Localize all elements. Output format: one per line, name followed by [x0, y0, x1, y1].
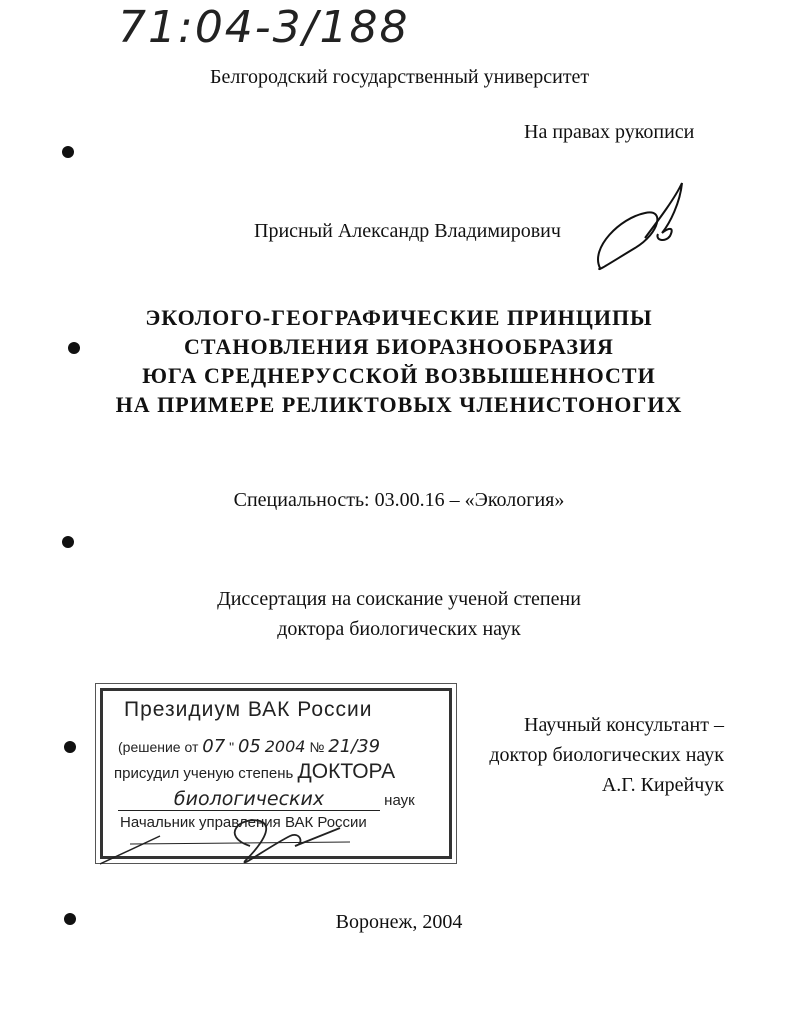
- decision-day: 07: [202, 736, 226, 757]
- stamp-decision-line: [118, 736, 380, 757]
- stamp-heading: Президиум ВАК России: [124, 698, 373, 721]
- decision-prefix: (решение от: [118, 739, 199, 755]
- awarded-prefix: присудил ученую степень: [114, 765, 294, 782]
- consultant-name: А.Г. Кирейчук: [601, 774, 724, 796]
- number-label: №: [309, 739, 325, 755]
- binder-hole-mark: [64, 741, 76, 753]
- specialty: Специальность: 03.00.16 – «Экология»: [233, 489, 565, 511]
- field-suffix: наук: [384, 792, 415, 809]
- consultant-label: Научный консультант –: [524, 714, 724, 736]
- consultant-degree: доктор биологических наук: [489, 744, 724, 766]
- binder-hole-mark: [62, 536, 74, 548]
- awarded-degree: ДОКТОРА: [297, 760, 396, 783]
- university-name: Белгородский государственный университет: [210, 66, 590, 88]
- binder-hole-mark: [64, 913, 76, 925]
- stamp-signature: [100, 806, 400, 868]
- decision-number: 21/39: [328, 736, 381, 757]
- binder-hole-mark: [68, 342, 80, 354]
- degree-line-1: Диссертация на соискание ученой степени: [217, 588, 581, 610]
- title-line: ЭКОЛОГО-ГЕОГРАФИЧЕСКИЕ ПРИНЦИПЫ: [145, 305, 653, 330]
- title-line: ЮГА СРЕДНЕРУССКОЙ ВОЗВЫШЕННОСТИ: [142, 363, 656, 388]
- stamp-signatory: Начальник управления ВАК России: [120, 814, 367, 831]
- decision-year: 2004: [264, 737, 306, 756]
- binder-hole-mark: [62, 146, 74, 158]
- quote-mark: ": [229, 739, 235, 755]
- consultant-block: [489, 710, 724, 800]
- dissertation-degree: [0, 584, 798, 644]
- rights-note: На правах рукописи: [524, 121, 695, 143]
- author-name: Присный Александр Владимирович: [254, 220, 561, 242]
- degree-line-2: доктора биологических наук: [277, 618, 521, 640]
- decision-month: 05: [237, 736, 261, 757]
- vak-stamp: [100, 688, 452, 868]
- author-signature: [590, 178, 690, 278]
- archive-code: 71:04-3/188: [118, 2, 410, 53]
- awarded-field: биологических: [118, 788, 380, 811]
- title-line: СТАНОВЛЕНИЯ БИОРАЗНООБРАЗИЯ: [184, 334, 614, 359]
- stamp-awarded-line: [114, 760, 395, 784]
- place-year: Воронеж, 2004: [335, 911, 463, 933]
- dissertation-title: [0, 303, 798, 419]
- title-line: НА ПРИМЕРЕ РЕЛИКТОВЫХ ЧЛЕНИСТОНОГИХ: [115, 392, 683, 417]
